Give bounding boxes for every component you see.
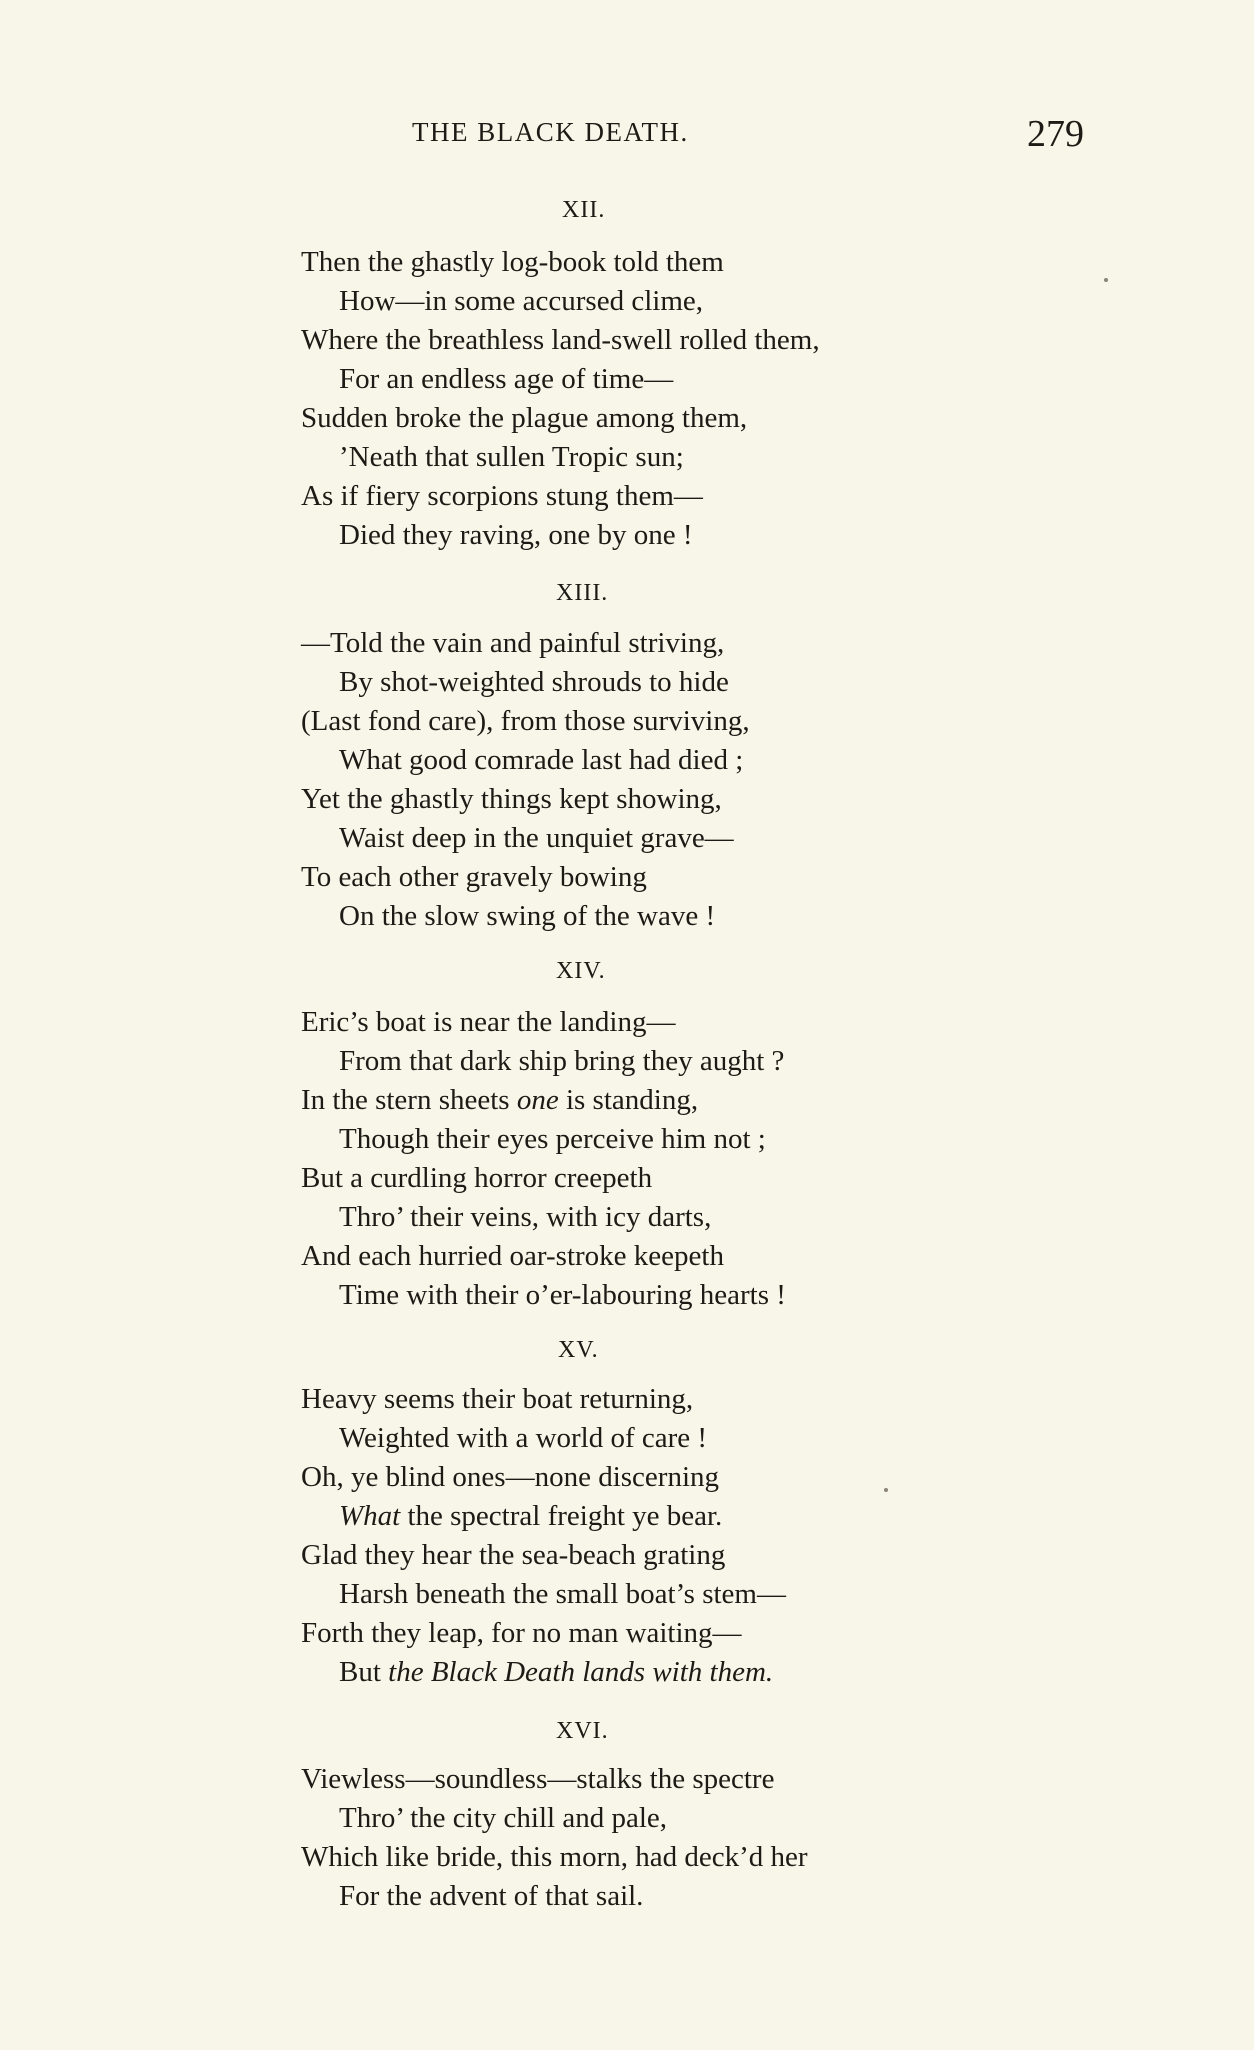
verse-italic-text: What [339, 1500, 401, 1532]
verse-line: Thro’ their veins, with icy darts, [339, 1201, 712, 1233]
running-title: THE BLACK DEATH. [412, 117, 689, 147]
stanza-xiv [301, 1003, 1101, 1315]
verse-line: And each hurried oar-stroke keepeth [301, 1240, 724, 1272]
verse-line [301, 1497, 1101, 1536]
verse-line: Eric’s boat is near the landing— [301, 1006, 676, 1038]
verse-line [301, 1653, 1101, 1692]
verse-line: To each other gravely bowing [301, 861, 647, 893]
verse-line: Where the breathless land-swell rolled them, [301, 324, 820, 356]
stanza-number-xiii: XIII. [556, 580, 609, 606]
verse-line: Sudden broke the plague among them, [301, 402, 748, 434]
verse-italic-text: one [516, 1084, 559, 1116]
verse-line: Harsh beneath the small boat’s stem— [339, 1578, 786, 1610]
verse-line [301, 1081, 1101, 1120]
stanza-number-xv: XV. [558, 1337, 599, 1363]
verse-line: On the slow swing of the wave ! [339, 900, 716, 932]
ink-speck [1104, 278, 1108, 282]
verse-line: Viewless—soundless—stalks the spectre [301, 1763, 775, 1795]
verse-line: By shot-weighted shrouds to hide [339, 666, 729, 698]
verse-line: Heavy seems their boat returning, [301, 1383, 694, 1415]
verse-text: the spectral freight ye bear. [407, 1500, 723, 1532]
stanza-number-xii: XII. [562, 197, 606, 223]
stanza-xv [301, 1380, 1101, 1692]
verse-line: Thro’ the city chill and pale, [339, 1802, 668, 1834]
verse-text: In the stern sheets [301, 1084, 510, 1116]
verse-line: Weighted with a world of care ! [339, 1422, 708, 1454]
stanza-number-xvi: XVI. [556, 1718, 609, 1744]
verse-line: ’Neath that sullen Tropic sun; [339, 441, 684, 473]
stanza-xvi [301, 1760, 1101, 1916]
page-number: 279 [1027, 113, 1084, 155]
verse-line: Yet the ghastly things kept showing, [301, 783, 722, 815]
ink-speck [884, 1488, 888, 1492]
verse-line: (Last fond care), from those surviving, [301, 705, 750, 737]
verse-line: Then the ghastly log-book told them [301, 246, 724, 278]
verse-line: From that dark ship bring they aught ? [339, 1045, 785, 1077]
verse-line: —Told the vain and painful striving, [301, 627, 725, 659]
verse-line: Died they raving, one by one ! [339, 519, 693, 551]
verse-line: Time with their o’er-labouring hearts ! [339, 1279, 786, 1311]
verse-line: But a curdling horror creepeth [301, 1162, 653, 1194]
verse-text: But [339, 1656, 381, 1688]
verse-line: Though their eyes perceive him not ; [339, 1123, 766, 1155]
stanza-xiii [301, 624, 1101, 936]
verse-line: Waist deep in the unquiet grave— [339, 822, 734, 854]
verse-line: As if fiery scorpions stung them— [301, 480, 703, 512]
verse-line: For the advent of that sail. [339, 1880, 644, 1912]
verse-line: Which like bride, this morn, had deck’d her [301, 1841, 808, 1873]
verse-italic-text: the Black Death lands with them. [388, 1656, 774, 1688]
verse-line: How—in some accursed clime, [339, 285, 704, 317]
verse-line: Forth they leap, for no man waiting— [301, 1617, 742, 1649]
verse-line: For an endless age of time— [339, 363, 674, 395]
stanza-xii [301, 243, 1101, 555]
verse-line: What good comrade last had died ; [339, 744, 744, 776]
verse-text: is standing, [565, 1084, 699, 1116]
stanza-number-xiv: XIV. [556, 958, 606, 984]
verse-line: Glad they hear the sea-beach grating [301, 1539, 726, 1571]
verse-line: Oh, ye blind ones—none discerning [301, 1461, 720, 1493]
